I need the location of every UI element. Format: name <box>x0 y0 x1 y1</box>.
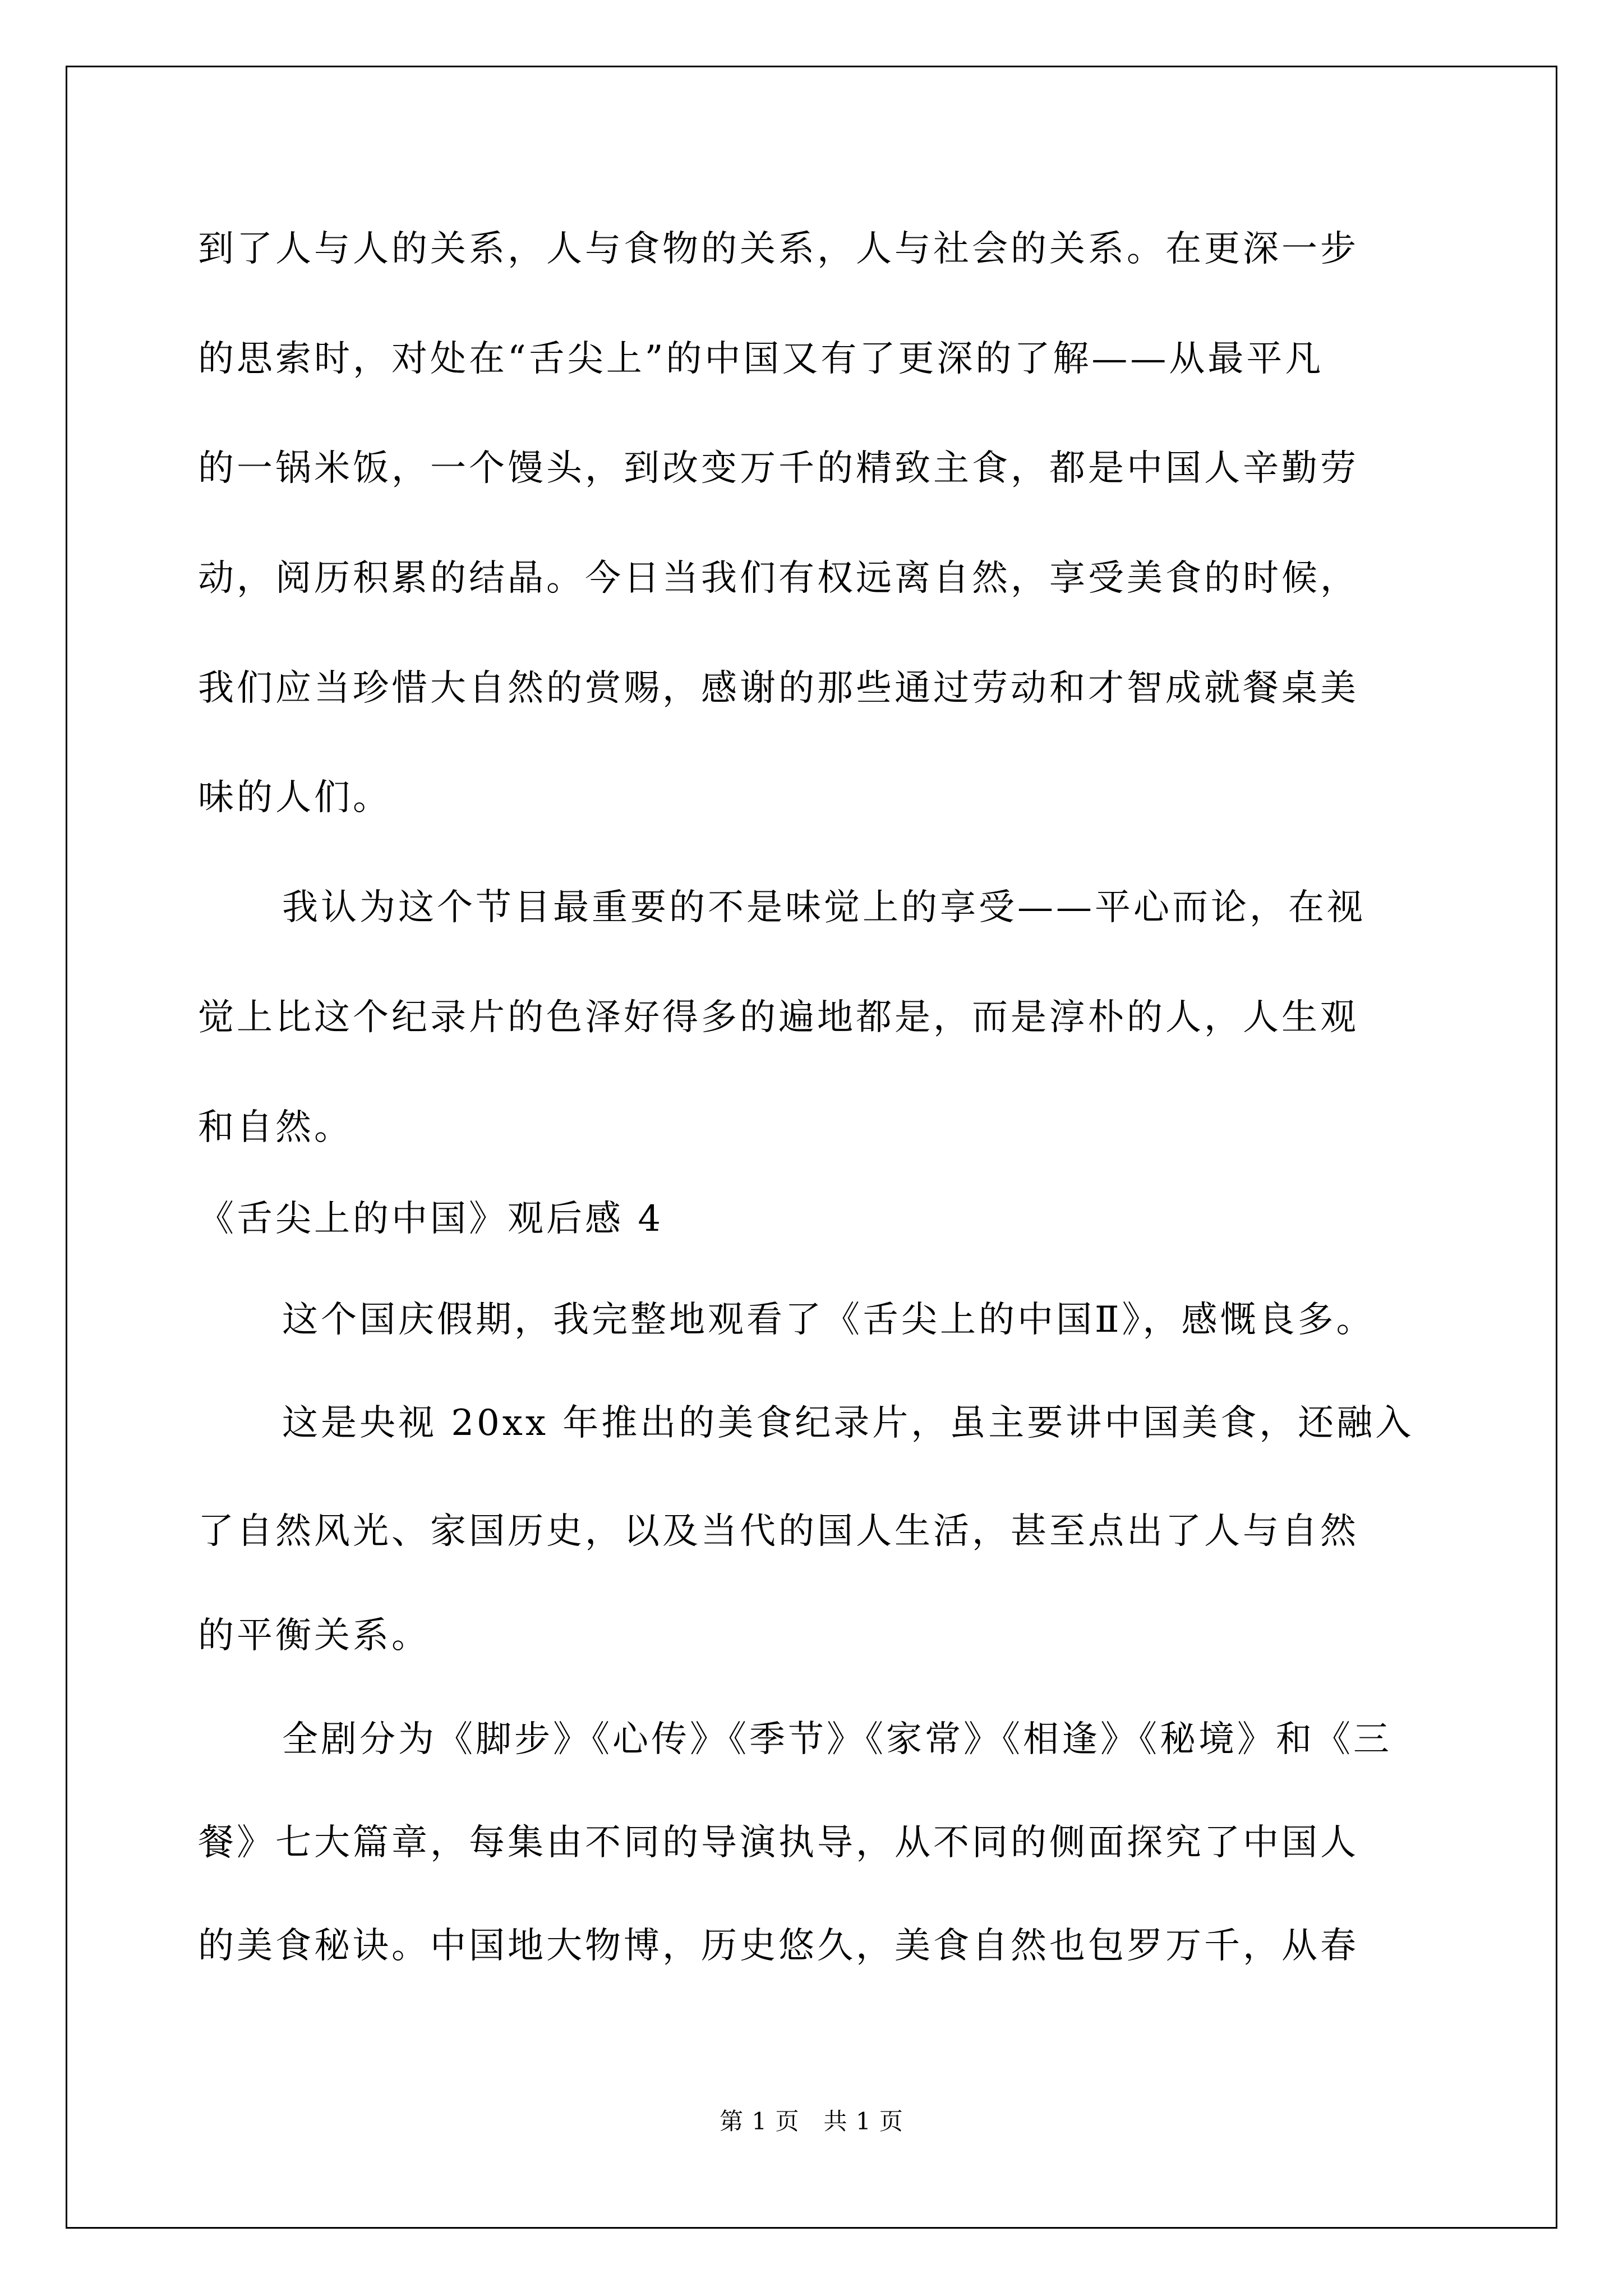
section-heading: 《舌尖上的中国》观后感 4 <box>198 1198 664 1240</box>
text-line: 了自然风光、家国历史，以及当代的国人生活，甚至点出了人与自然 <box>198 1511 1359 1552</box>
text-line: 的一锅米饭，一个馒头，到改变万千的精致主食，都是中国人辛勤劳 <box>198 448 1359 489</box>
text-line: 动，阅历积累的结晶。今日当我们有权远离自然，享受美食的时候， <box>198 558 1359 599</box>
text-line: 这个国庆假期，我完整地观看了《舌尖上的中国Ⅱ》，感慨良多。 <box>282 1299 1375 1341</box>
text-line: 觉上比这个纪录片的色泽好得多的遍地都是，而是淳朴的人，人生观 <box>198 997 1359 1038</box>
text-line: 味的人们。 <box>198 777 391 818</box>
page-footer: 第 1 页 共 1 页 <box>720 2108 903 2135</box>
text-line: 全剧分为《脚步》《心传》《季节》《家常》《相逢》《秘境》和《三 <box>282 1719 1392 1760</box>
text-line: 我们应当珍惜大自然的赏赐，感谢的那些通过劳动和才智成就餐桌美 <box>198 668 1359 709</box>
text-line: 的思索时，对处在“舌尖上”的中国又有了更深的了解——从最平凡 <box>198 338 1324 380</box>
text-line: 的平衡关系。 <box>198 1615 430 1657</box>
text-line: 的美食秘诀。中国地大物博，历史悠久，美食自然也包罗万千，从春 <box>198 1925 1359 1967</box>
text-line: 和自然。 <box>198 1107 353 1148</box>
text-line: 到了人与人的关系，人与食物的关系，人与社会的关系。在更深一步 <box>198 228 1359 270</box>
text-line: 餐》七大篇章，每集由不同的导演执导，从不同的侧面探究了中国人 <box>198 1822 1359 1864</box>
text-line: 我认为这个节目最重要的不是味觉上的享受——平心而论，在视 <box>282 887 1366 928</box>
text-line: 这是央视 20xx 年推出的美食纪录片，虽主要讲中国美食，还融入 <box>282 1402 1414 1444</box>
